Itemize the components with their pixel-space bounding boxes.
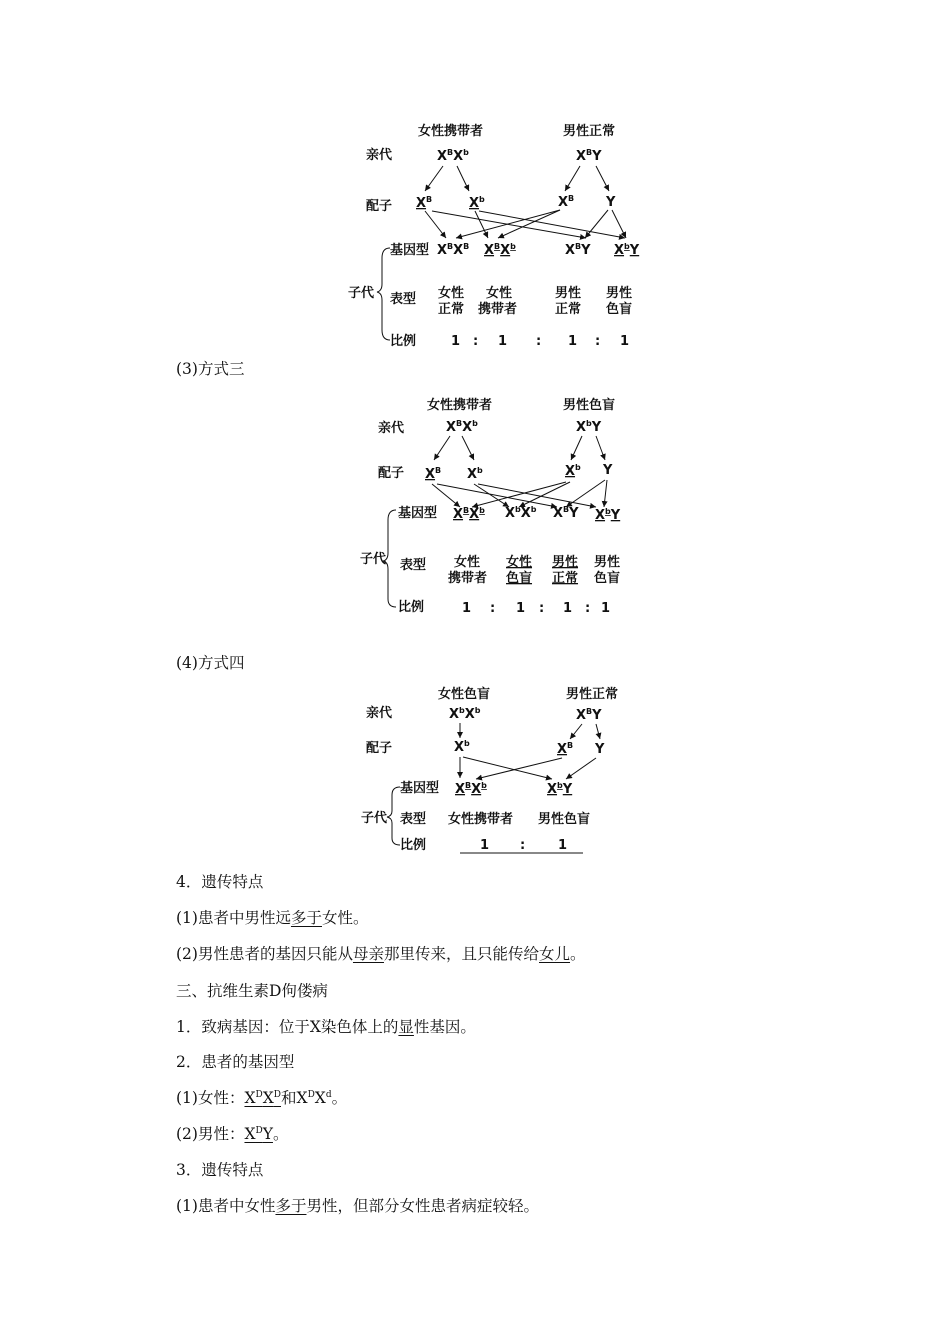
cross-diagram-carrier-x-normal-male bbox=[348, 123, 640, 349]
offspring-genotype-3: $X^BY$ bbox=[553, 505, 579, 521]
heading-inheritance-features: 4．遗传特点 bbox=[176, 873, 264, 891]
parent-male-label: 男性色盲 bbox=[563, 398, 616, 413]
paragraph-female-more bbox=[176, 1195, 539, 1217]
gamete-3: $X^b$ bbox=[565, 463, 581, 479]
row-label-phenotype: 表型 bbox=[390, 292, 417, 307]
gamete-4: Y bbox=[606, 195, 616, 210]
ratio-3: 1 bbox=[568, 334, 578, 349]
text-segment: (1)患者中女性 bbox=[176, 1197, 276, 1215]
genotype-xdy: $X^DY$ bbox=[244, 1125, 273, 1143]
parent-female-label: 女性携带者 bbox=[418, 124, 484, 139]
text-segment: 。 bbox=[272, 1125, 289, 1143]
paragraph-pathogenic-gene bbox=[176, 1016, 476, 1038]
phenotype-1a: 女性 bbox=[454, 555, 481, 570]
text-segment: 和 bbox=[281, 1089, 297, 1107]
text-segment: 。 bbox=[331, 1089, 348, 1107]
gamete-1: $X^B$ bbox=[425, 466, 442, 482]
row-label-ratio: 比例 bbox=[398, 600, 425, 615]
heading-method-3: (3)方式三 bbox=[176, 360, 245, 378]
phenotype-1b: 正常 bbox=[438, 302, 465, 317]
phenotype-3b: 正常 bbox=[552, 571, 579, 586]
ratio-sep-1: : bbox=[520, 838, 526, 853]
row-label-genotype: 基因型 bbox=[400, 781, 440, 796]
text-segment: 男性，但部分女性患者病症较轻。 bbox=[306, 1197, 539, 1215]
heading-inheritance-features-2: 3．遗传特点 bbox=[176, 1161, 264, 1179]
offspring-genotype-2: $X^BX^b$ bbox=[484, 242, 516, 258]
phenotype-2: 男性色盲 bbox=[538, 812, 591, 827]
offspring-genotype-3: $X^BY$ bbox=[565, 242, 591, 258]
ratio-sep-3: : bbox=[585, 601, 591, 616]
gamete-2: $X^b$ bbox=[469, 195, 485, 211]
answer-blank: 多于 bbox=[290, 909, 322, 927]
row-label-phenotype: 表型 bbox=[400, 812, 427, 827]
text-segment: 那里传来，且只能传给 bbox=[383, 945, 539, 963]
row-label-gamete: 配子 bbox=[366, 199, 393, 214]
phenotype-1b: 携带者 bbox=[448, 571, 488, 586]
paragraph-male-gene-source bbox=[176, 943, 586, 965]
ratio-3: 1 bbox=[563, 601, 573, 616]
text-segment: (2)男性： bbox=[176, 1125, 245, 1143]
row-label-ratio: 比例 bbox=[390, 334, 417, 349]
phenotype-3a: 男性 bbox=[552, 555, 579, 570]
ratio-sep-1: : bbox=[490, 601, 496, 616]
offspring-genotype-1: $X^BX^b$ bbox=[455, 781, 487, 797]
phenotype-4b: 色盲 bbox=[594, 571, 621, 586]
answer-blank: 母亲 bbox=[352, 945, 384, 963]
parent-genotype-female: $X^BX^b$ bbox=[437, 148, 469, 164]
text-segment: 女性。 bbox=[321, 909, 369, 927]
offspring-genotype-2: $X^bX^b$ bbox=[505, 505, 537, 521]
phenotype-2a: 女性 bbox=[486, 286, 513, 301]
text-segment: (1)患者中男性远 bbox=[176, 909, 291, 927]
text-segment: 性基因。 bbox=[413, 1018, 476, 1036]
cross-diagram-colorblind-female-x-normal-male bbox=[361, 686, 618, 853]
heading-patient-genotype: 2．患者的基因型 bbox=[176, 1053, 295, 1071]
paragraph-male-more bbox=[176, 907, 369, 929]
phenotype-3a: 男性 bbox=[555, 286, 582, 301]
parent-genotype-male: $X^BY$ bbox=[576, 707, 602, 723]
gamete-2: $X^b$ bbox=[467, 466, 483, 482]
row-label-genotype: 基因型 bbox=[390, 243, 430, 258]
offspring-genotype-2: $X^bY$ bbox=[547, 781, 573, 797]
text-segment: 。 bbox=[570, 945, 586, 963]
ratio-sep-3: : bbox=[595, 334, 601, 349]
phenotype-4a: 男性 bbox=[606, 286, 633, 301]
answer-blank: 多于 bbox=[275, 1197, 307, 1215]
gamete-2: $X^B$ bbox=[557, 741, 574, 757]
ratio-2: 1 bbox=[516, 601, 526, 616]
genotype-xdxd-homozygous: $X^DX^D$ bbox=[244, 1089, 281, 1107]
row-label-parent: 亲代 bbox=[366, 706, 393, 721]
gamete-4: Y bbox=[603, 463, 613, 478]
gamete-1: $X^b$ bbox=[454, 739, 470, 755]
ratio-sep-2: : bbox=[536, 334, 542, 349]
ratio-4: 1 bbox=[601, 601, 611, 616]
ratio-sep-1: : bbox=[473, 334, 479, 349]
cross-diagram-carrier-x-colorblind-male bbox=[360, 397, 621, 616]
phenotype-2a: 女性 bbox=[506, 555, 533, 570]
heading-method-4: (4)方式四 bbox=[176, 654, 245, 672]
text-segment: (1)女性： bbox=[176, 1089, 245, 1107]
paragraph-female-genotype bbox=[176, 1087, 347, 1109]
offspring-genotype-1: $X^BX^b$ bbox=[453, 506, 485, 522]
parent-female-label: 女性携带者 bbox=[427, 398, 493, 413]
parent-genotype-male: $X^bY$ bbox=[576, 419, 602, 435]
parent-female-label: 女性色盲 bbox=[438, 687, 491, 702]
text-segment: (2)男性患者的基因只能从 bbox=[176, 945, 353, 963]
phenotype-4a: 男性 bbox=[594, 555, 621, 570]
phenotype-4b: 色盲 bbox=[606, 302, 633, 317]
row-label-offspring: 子代 bbox=[361, 811, 388, 826]
offspring-genotype-1: $X^BX^B$ bbox=[437, 242, 470, 258]
heading-vitamin-d-rickets: 三、抗维生素D佝偻病 bbox=[176, 982, 328, 1000]
paragraph-male-genotype bbox=[176, 1123, 288, 1145]
phenotype-1: 女性携带者 bbox=[448, 812, 514, 827]
parent-genotype-female: $X^BX^b$ bbox=[446, 419, 478, 435]
row-label-phenotype: 表型 bbox=[400, 558, 427, 573]
phenotype-2b: 色盲 bbox=[506, 571, 533, 586]
ratio-1: 1 bbox=[451, 334, 461, 349]
row-label-gamete: 配子 bbox=[378, 466, 405, 481]
row-label-offspring: 子代 bbox=[348, 286, 375, 301]
gamete-1: $X^B$ bbox=[416, 195, 433, 211]
row-label-parent: 亲代 bbox=[378, 421, 405, 436]
gamete-3: Y bbox=[595, 742, 605, 757]
phenotype-3b: 正常 bbox=[555, 302, 582, 317]
offspring-genotype-4: $X^bY$ bbox=[595, 507, 621, 523]
row-label-parent: 亲代 bbox=[366, 148, 393, 163]
row-label-offspring: 子代 bbox=[360, 552, 387, 567]
genotype-xdxd-heterozygous: $X^DX^d$ bbox=[296, 1089, 332, 1107]
answer-blank: 女儿 bbox=[539, 945, 571, 963]
gamete-3: $X^B$ bbox=[558, 194, 575, 210]
ratio-1: 1 bbox=[480, 838, 490, 853]
text-segment: 1．致病基因：位于X染色体上的 bbox=[176, 1018, 399, 1036]
ratio-2: 1 bbox=[558, 838, 568, 853]
row-label-ratio: 比例 bbox=[400, 838, 427, 853]
ratio-1: 1 bbox=[462, 601, 472, 616]
row-label-genotype: 基因型 bbox=[398, 506, 438, 521]
ratio-sep-2: : bbox=[539, 601, 545, 616]
parent-male-label: 男性正常 bbox=[566, 687, 619, 702]
ratio-2: 1 bbox=[498, 334, 508, 349]
phenotype-1a: 女性 bbox=[438, 286, 465, 301]
parent-male-label: 男性正常 bbox=[563, 124, 616, 139]
row-label-gamete: 配子 bbox=[366, 741, 393, 756]
parent-genotype-female: $X^bX^b$ bbox=[449, 706, 481, 722]
ratio-4: 1 bbox=[620, 334, 630, 349]
parent-genotype-male: $X^BY$ bbox=[576, 148, 602, 164]
answer-blank: 显 bbox=[398, 1018, 414, 1036]
offspring-genotype-4: $X^bY$ bbox=[614, 242, 640, 258]
phenotype-2b: 携带者 bbox=[478, 302, 518, 317]
